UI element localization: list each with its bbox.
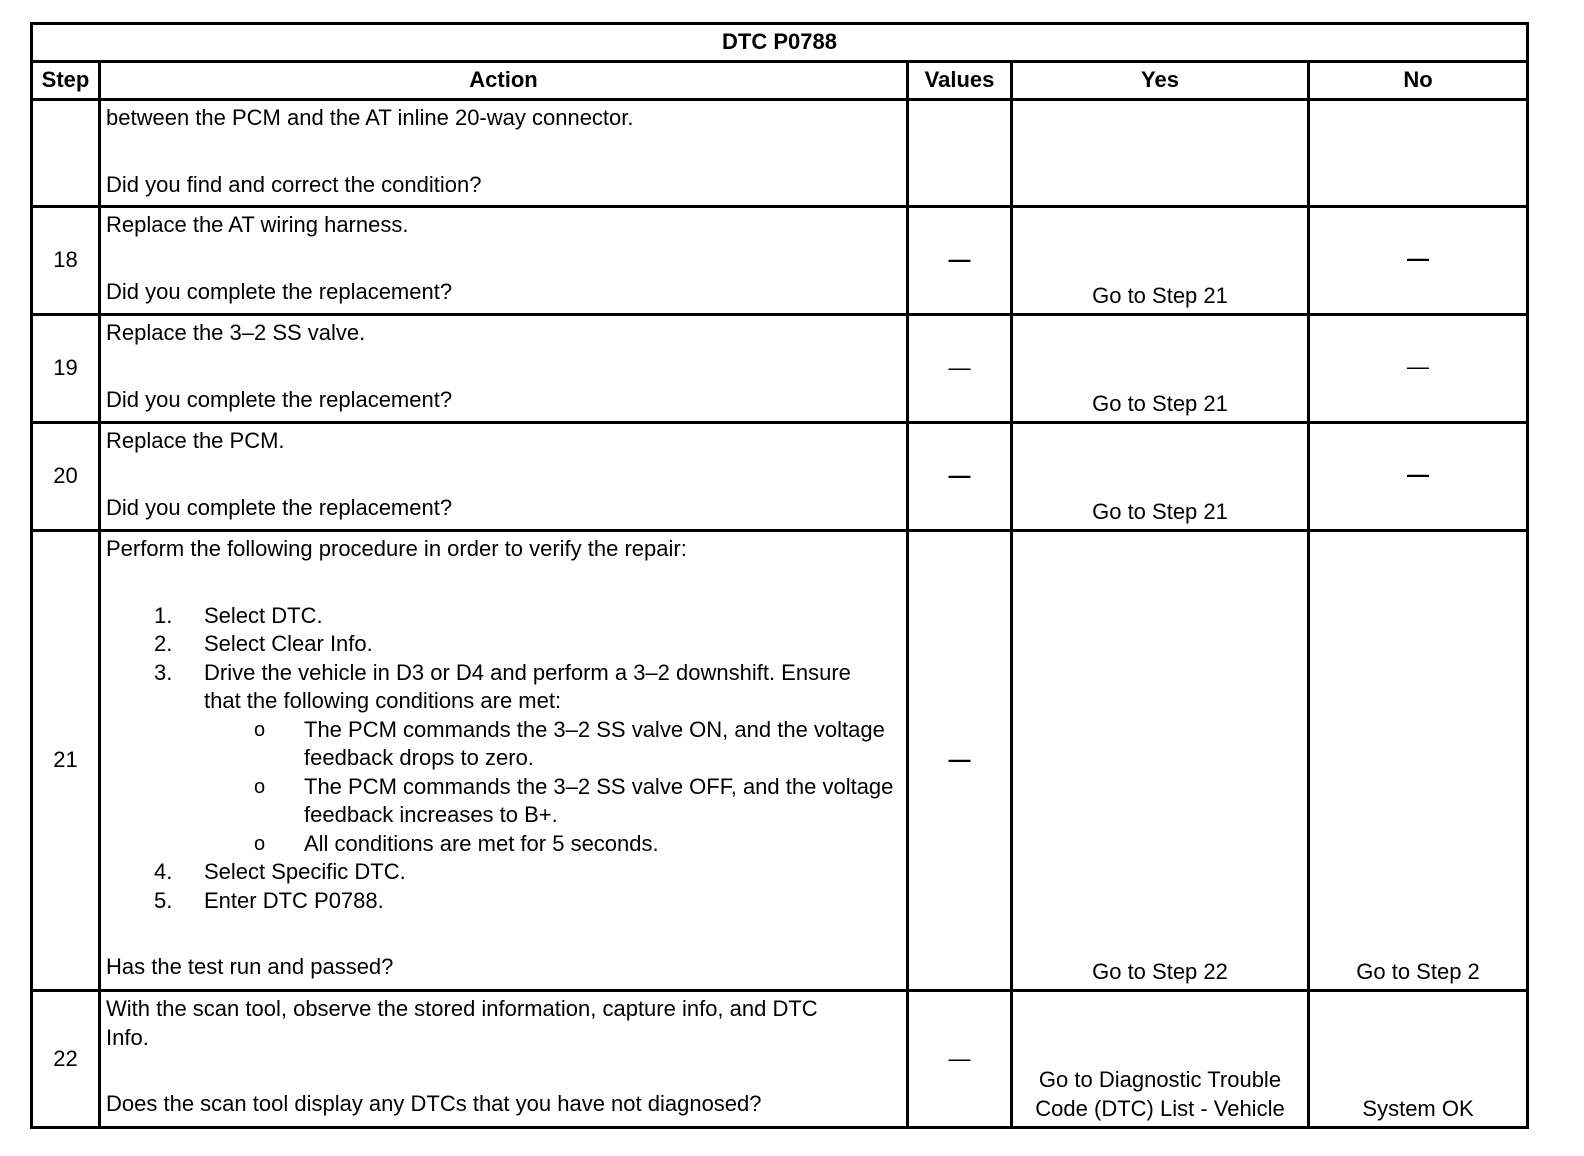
condition-list [204, 716, 906, 859]
header-no: No [1309, 62, 1528, 100]
step-cell: 21 [32, 531, 100, 991]
action-cell [100, 100, 908, 207]
procedure-step: 4. Select Specific DTC. [154, 859, 406, 884]
action-cell [100, 531, 908, 991]
yes-cell: Go to Diagnostic Trouble Code (DTC) List - Vehicle [1012, 991, 1309, 1128]
step-cell [32, 100, 100, 207]
header-action: Action [100, 62, 908, 100]
action-question: Did you complete the replacement? [106, 386, 453, 412]
table-row [32, 423, 1528, 531]
values-cell: — [908, 207, 1012, 315]
table-row [32, 207, 1528, 315]
table-row [32, 315, 1528, 423]
action-intro: Replace the 3–2 SS valve. [106, 320, 366, 345]
procedure-list [106, 602, 906, 916]
action-question: Did you complete the replacement? [106, 494, 453, 520]
yes-cell [1012, 100, 1309, 207]
action-intro: Perform the following procedure in order to verify the repair: [106, 536, 687, 561]
dtc-table [30, 22, 1529, 1129]
no-cell: — [1309, 315, 1528, 423]
action-question: Did you complete the replacement? [106, 278, 453, 304]
values-cell: — [908, 315, 1012, 423]
step-cell: 19 [32, 315, 100, 423]
condition-item: o The PCM commands the 3–2 SS valve ON, and the voltage feedback drops to zero. [254, 716, 885, 770]
header-yes: Yes [1012, 62, 1309, 100]
no-cell: Go to Step 2 [1309, 531, 1528, 991]
values-cell [908, 100, 1012, 207]
procedure-step: 3. Drive the vehicle in D3 or D4 and perform a 3–2 downshift. Ensure that the following conditions are met: o The PCM commands the 3–2 SS valve ON, and the voltage feedback drops to zero. o The PCM commands the 3–2 SS valve OFF, and the voltage feedback increases to B+. o All conditions are met for 5 seconds. [204, 659, 906, 859]
action-cell [100, 207, 908, 315]
table-row [32, 100, 1528, 207]
header-step: Step [32, 62, 100, 100]
header-values: Values [908, 62, 1012, 100]
yes-cell: Go to Step 21 [1012, 207, 1309, 315]
no-cell [1309, 100, 1528, 207]
yes-cell: Go to Step 22 [1012, 531, 1309, 991]
procedure-step: 2. Select Clear Info. [154, 631, 373, 656]
procedure-step: 5. Enter DTC P0788. [154, 887, 384, 913]
procedure-step: 1. Select DTC. [154, 602, 323, 628]
action-intro: between the PCM and the AT inline 20-way connector. [106, 105, 634, 130]
action-cell [100, 315, 908, 423]
condition-item: o All conditions are met for 5 seconds. [254, 830, 659, 856]
table-header-row [32, 62, 1528, 100]
action-question: Did you find and correct the condition? [106, 171, 482, 197]
values-cell: — [908, 991, 1012, 1128]
action-cell [100, 423, 908, 531]
action-intro: Replace the AT wiring harness. [106, 212, 409, 237]
values-cell: — [908, 531, 1012, 991]
table-title: DTC P0788 [32, 24, 1528, 62]
values-cell: — [908, 423, 1012, 531]
no-cell: — [1309, 423, 1528, 531]
step-cell: 18 [32, 207, 100, 315]
action-question: Has the test run and passed? [106, 954, 394, 979]
yes-cell: Go to Step 21 [1012, 423, 1309, 531]
yes-cell: Go to Step 21 [1012, 315, 1309, 423]
condition-item: o The PCM commands the 3–2 SS valve OFF, and the voltage feedback increases to B+. [254, 773, 894, 827]
action-intro: With the scan tool, observe the stored information, capture info, and DTC Info. [106, 996, 818, 1050]
action-intro: Replace the PCM. [106, 428, 285, 453]
action-cell [100, 991, 908, 1128]
step-cell: 22 [32, 991, 100, 1128]
dtc-table-sheet [30, 22, 1529, 1129]
table-row [32, 531, 1528, 991]
action-question: Does the scan tool display any DTCs that you have not diagnosed? [106, 1091, 762, 1116]
table-row [32, 991, 1528, 1128]
no-cell: — [1309, 207, 1528, 315]
no-cell: System OK [1309, 991, 1528, 1128]
table-title-row [32, 24, 1528, 62]
step-cell: 20 [32, 423, 100, 531]
